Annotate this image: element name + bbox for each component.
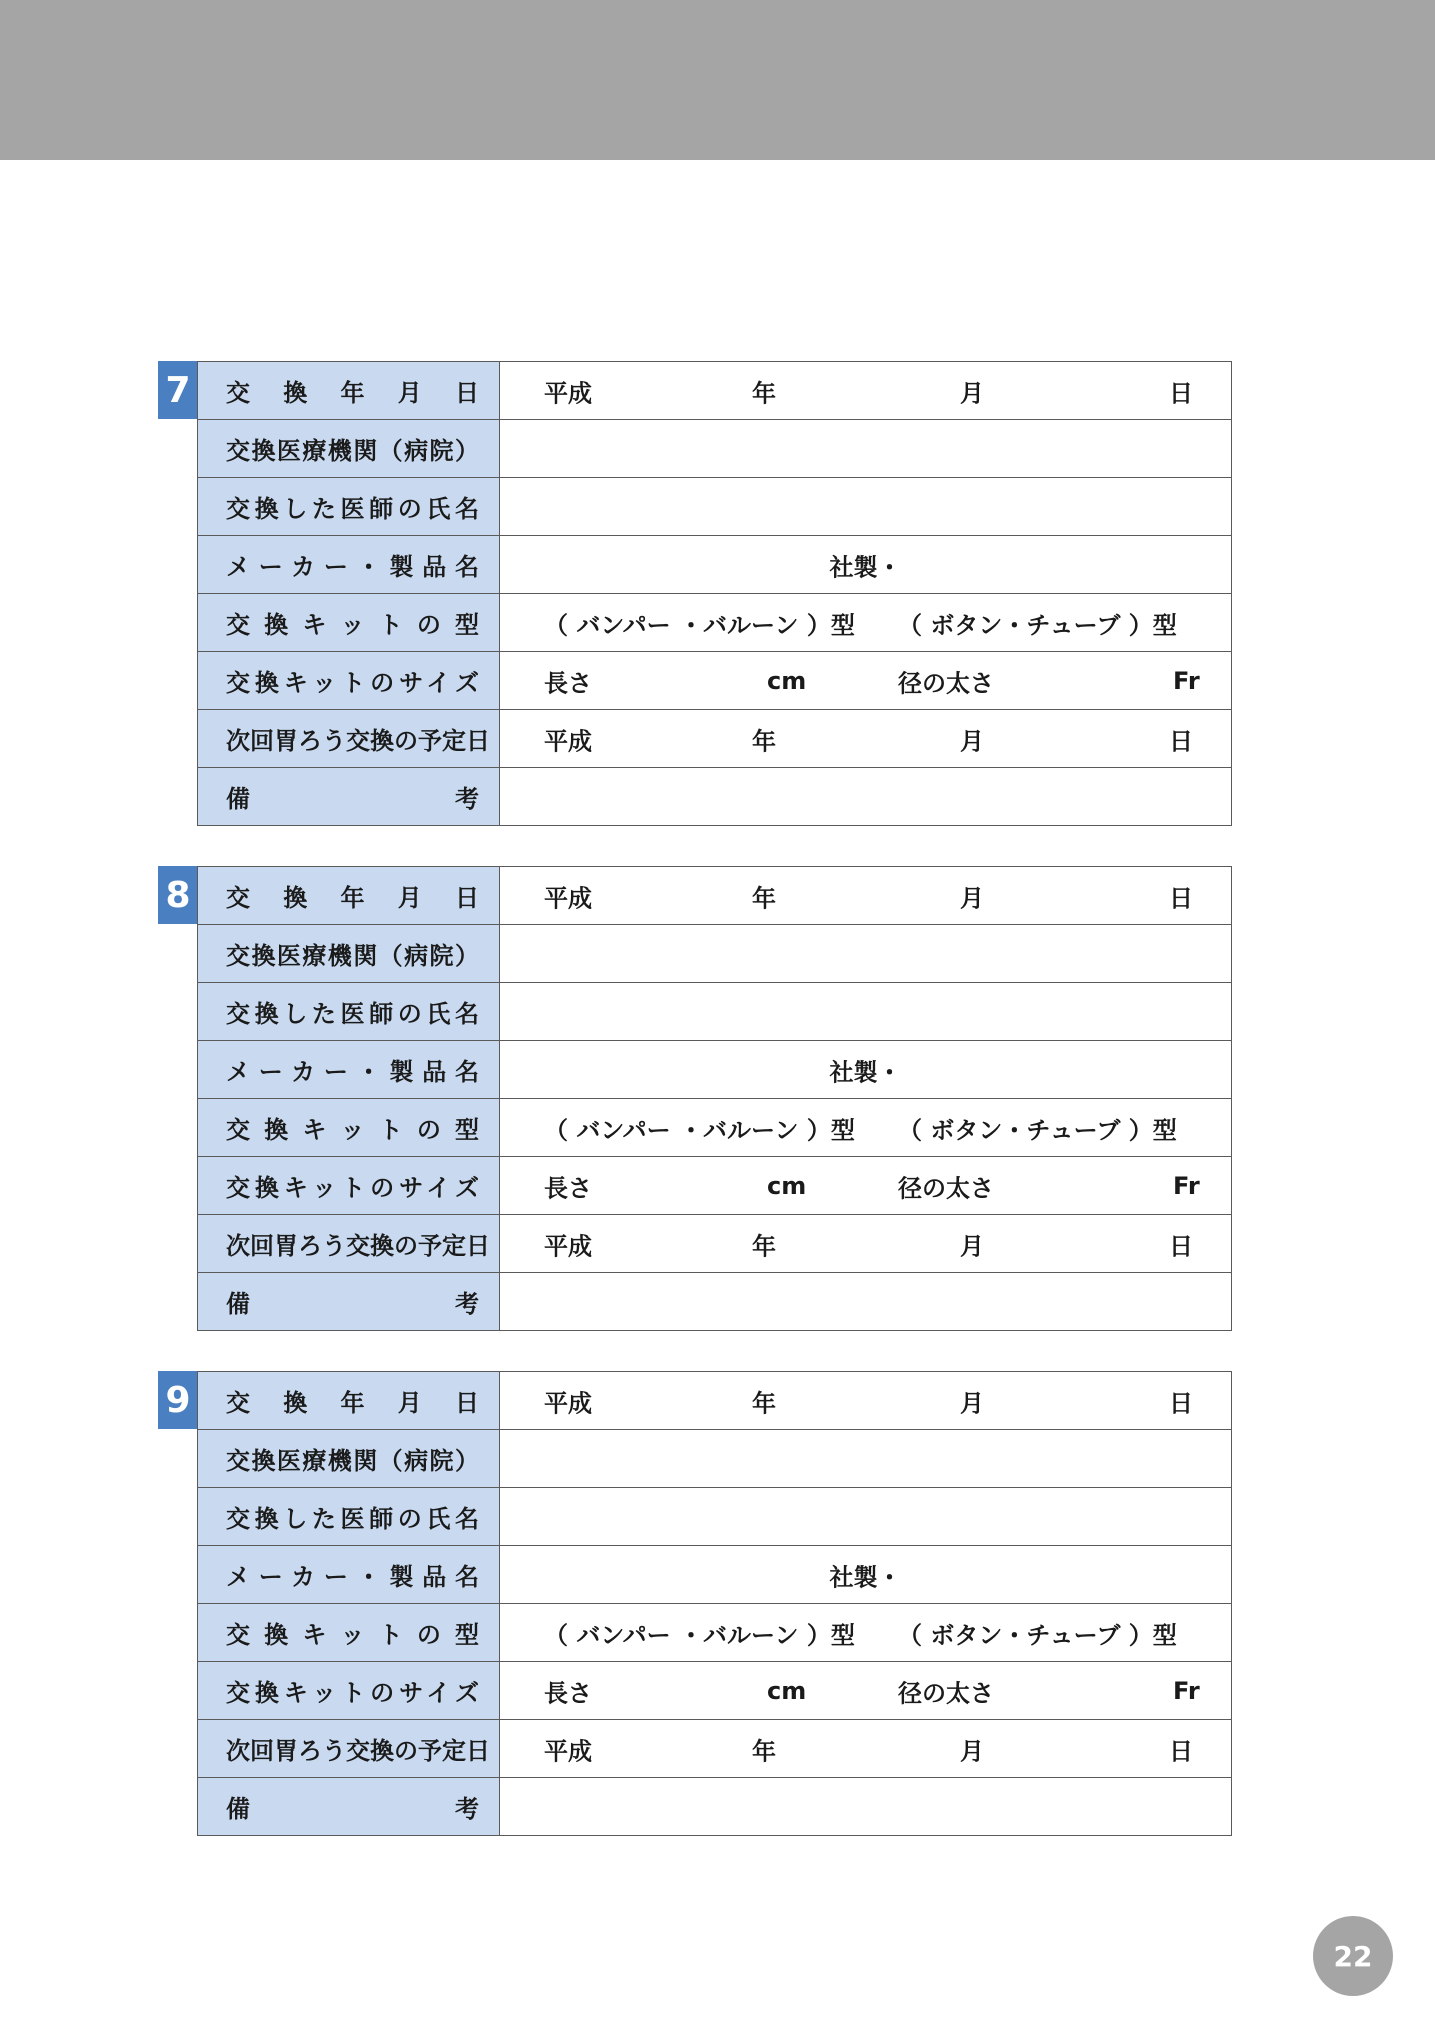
era-label: 平成 <box>544 727 592 755</box>
row-next-date <box>198 1215 1232 1273</box>
field-institution[interactable] <box>500 420 1232 478</box>
row-next-date <box>198 710 1232 768</box>
label-remarks: 備 考 <box>226 1290 479 1318</box>
label-exchange-date: 交 換 年 月 日 <box>226 1389 479 1417</box>
label-next-date: 次回胃ろう交換の予定日 <box>226 1232 490 1260</box>
field-institution[interactable] <box>500 1430 1232 1488</box>
field-next-date[interactable] <box>500 1720 1232 1778</box>
row-doctor <box>198 478 1232 536</box>
row-kit-type <box>198 1099 1232 1157</box>
field-doctor[interactable] <box>500 478 1232 536</box>
label-institution: 交換医療機関（病院） <box>226 437 479 465</box>
year-label: 年 <box>752 727 776 755</box>
label-kit-size: 交換キットのサイズ <box>226 1679 479 1707</box>
type-bumper-balloon: （ バンパー ・バルーン ）型 <box>544 1116 855 1144</box>
label-kit-type: 交 換 キ ッ ト の 型 <box>226 1116 479 1144</box>
row-maker <box>198 536 1232 594</box>
label-doctor: 交換した医師の氏名 <box>226 1000 479 1028</box>
day-label: 日 <box>1169 1389 1193 1417</box>
label-exchange-date: 交 換 年 月 日 <box>226 379 479 407</box>
label-next-date: 次回胃ろう交換の予定日 <box>226 727 490 755</box>
day-label: 日 <box>1169 1737 1193 1765</box>
row-exchange-date <box>198 362 1232 420</box>
month-label: 月 <box>960 884 984 912</box>
diameter-label: 径の太さ <box>898 1679 994 1707</box>
field-kit-size[interactable] <box>500 1662 1232 1720</box>
field-maker[interactable] <box>500 1546 1232 1604</box>
record-table <box>197 866 1232 1331</box>
label-kit-type: 交 換 キ ッ ト の 型 <box>226 611 479 639</box>
day-label: 日 <box>1169 379 1193 407</box>
year-label: 年 <box>752 1389 776 1417</box>
row-exchange-date <box>198 867 1232 925</box>
diameter-label: 径の太さ <box>898 1174 994 1202</box>
day-label: 日 <box>1169 727 1193 755</box>
year-label: 年 <box>752 379 776 407</box>
row-kit-size <box>198 1662 1232 1720</box>
field-institution[interactable] <box>500 925 1232 983</box>
label-doctor: 交換した医師の氏名 <box>226 1505 479 1533</box>
page-number-badge: 22 <box>1313 1916 1393 1996</box>
field-kit-type[interactable] <box>500 594 1232 652</box>
field-kit-type[interactable] <box>500 1099 1232 1157</box>
label-remarks: 備 考 <box>226 785 479 813</box>
label-next-date: 次回胃ろう交換の予定日 <box>226 1737 490 1765</box>
row-institution <box>198 420 1232 478</box>
row-remarks <box>198 768 1232 826</box>
field-kit-size[interactable] <box>500 1157 1232 1215</box>
era-label: 平成 <box>544 884 592 912</box>
label-exchange-date: 交 換 年 月 日 <box>226 884 479 912</box>
month-label: 月 <box>960 1389 984 1417</box>
row-institution <box>198 925 1232 983</box>
era-label: 平成 <box>544 1737 592 1765</box>
length-label: 長さ <box>544 1679 592 1707</box>
type-button-tube: （ ボタン・チューブ ）型 <box>898 611 1177 639</box>
label-kit-type: 交 換 キ ッ ト の 型 <box>226 1621 479 1649</box>
field-remarks[interactable] <box>500 1273 1232 1331</box>
row-exchange-date <box>198 1372 1232 1430</box>
length-label: 長さ <box>544 669 592 697</box>
row-remarks <box>198 1778 1232 1836</box>
label-remarks: 備 考 <box>226 1795 479 1823</box>
field-exchange-date[interactable] <box>500 1372 1232 1430</box>
row-maker <box>198 1546 1232 1604</box>
day-label: 日 <box>1169 884 1193 912</box>
label-maker: メーカー・製品名 <box>226 1058 479 1086</box>
record-table <box>197 361 1232 826</box>
row-doctor <box>198 1488 1232 1546</box>
fr-unit: Fr <box>1173 1676 1200 1705</box>
record-table <box>197 1371 1232 1836</box>
year-label: 年 <box>752 884 776 912</box>
year-label: 年 <box>752 1232 776 1260</box>
length-label: 長さ <box>544 1174 592 1202</box>
field-remarks[interactable] <box>500 1778 1232 1836</box>
field-next-date[interactable] <box>500 710 1232 768</box>
row-kit-type <box>198 1604 1232 1662</box>
field-next-date[interactable] <box>500 1215 1232 1273</box>
maker-suffix: 社製・ <box>829 1058 902 1086</box>
header-band <box>0 0 1435 160</box>
field-kit-type[interactable] <box>500 1604 1232 1662</box>
fr-unit: Fr <box>1173 1171 1200 1200</box>
diameter-label: 径の太さ <box>898 669 994 697</box>
record-number: 7 <box>158 361 198 419</box>
label-kit-size: 交換キットのサイズ <box>226 1174 479 1202</box>
field-exchange-date[interactable] <box>500 867 1232 925</box>
fr-unit: Fr <box>1173 666 1200 695</box>
row-kit-size <box>198 1157 1232 1215</box>
month-label: 月 <box>960 727 984 755</box>
row-remarks <box>198 1273 1232 1331</box>
label-doctor: 交換した医師の氏名 <box>226 495 479 523</box>
record-number: 8 <box>158 866 198 924</box>
maker-suffix: 社製・ <box>829 1563 902 1591</box>
year-label: 年 <box>752 1737 776 1765</box>
label-institution: 交換医療機関（病院） <box>226 942 479 970</box>
month-label: 月 <box>960 379 984 407</box>
day-label: 日 <box>1169 1232 1193 1260</box>
row-maker <box>198 1041 1232 1099</box>
cm-unit: cm <box>767 1171 807 1200</box>
era-label: 平成 <box>544 1232 592 1260</box>
label-kit-size: 交換キットのサイズ <box>226 669 479 697</box>
cm-unit: cm <box>767 1676 807 1705</box>
row-doctor <box>198 983 1232 1041</box>
row-kit-size <box>198 652 1232 710</box>
field-doctor[interactable] <box>500 983 1232 1041</box>
field-doctor[interactable] <box>500 1488 1232 1546</box>
field-kit-size[interactable] <box>500 652 1232 710</box>
type-button-tube: （ ボタン・チューブ ）型 <box>898 1621 1177 1649</box>
label-maker: メーカー・製品名 <box>226 1563 479 1591</box>
era-label: 平成 <box>544 1389 592 1417</box>
type-bumper-balloon: （ バンパー ・バルーン ）型 <box>544 1621 855 1649</box>
label-maker: メーカー・製品名 <box>226 553 479 581</box>
month-label: 月 <box>960 1737 984 1765</box>
label-institution: 交換医療機関（病院） <box>226 1447 479 1475</box>
field-maker[interactable] <box>500 536 1232 594</box>
field-remarks[interactable] <box>500 768 1232 826</box>
row-institution <box>198 1430 1232 1488</box>
record-number: 9 <box>158 1371 198 1429</box>
type-bumper-balloon: （ バンパー ・バルーン ）型 <box>544 611 855 639</box>
row-kit-type <box>198 594 1232 652</box>
type-button-tube: （ ボタン・チューブ ）型 <box>898 1116 1177 1144</box>
month-label: 月 <box>960 1232 984 1260</box>
era-label: 平成 <box>544 379 592 407</box>
row-next-date <box>198 1720 1232 1778</box>
cm-unit: cm <box>767 666 807 695</box>
maker-suffix: 社製・ <box>829 553 902 581</box>
field-exchange-date[interactable] <box>500 362 1232 420</box>
field-maker[interactable] <box>500 1041 1232 1099</box>
